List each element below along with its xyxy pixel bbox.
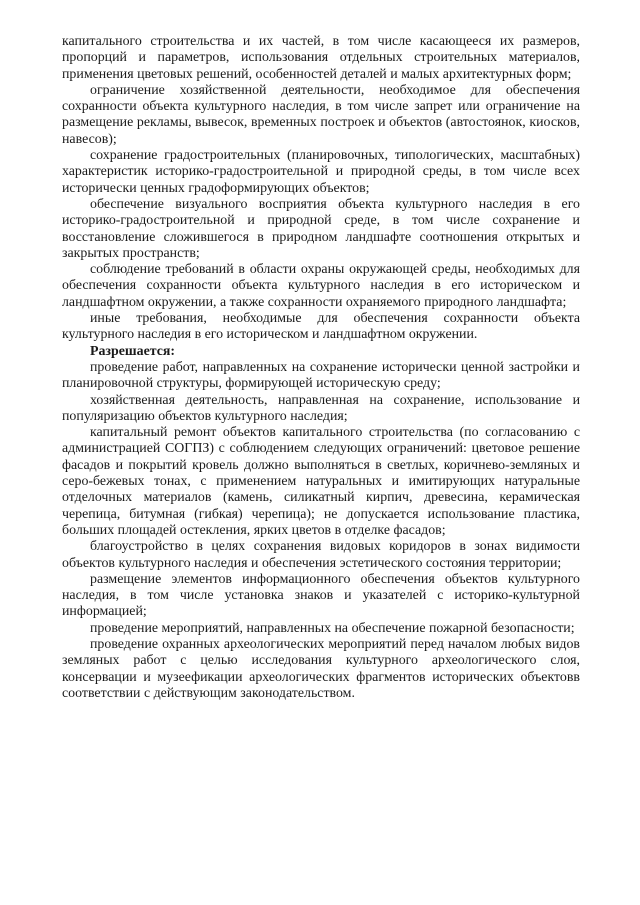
paragraph-item: иные требования, необходимые для обеспечения сохранности объекта культурного наследия в его историческом и ландшафтном окружении. [62,311,580,343]
paragraph-item: обеспечение визуального восприятия объекта культурного наследия в его историко-градостроительной и природной среде, в том числе сохранение и восстановление сложившегося в природном ландшафте соотношения открытых и закрытых пространств; [62,196,580,261]
paragraph-item: размещение элементов информационного обеспечения объектов культурного наследия, в том числе установка знаков и указателей с историко-культурной информацией; [62,571,580,620]
paragraph-item: сохранение градостроительных (планировочных, типологических, масштабных) характеристик историко-градостроительной и природной среды, в том числе всех исторически ценных градоформирующих объектов; [62,148,580,196]
paragraph-item: капитальный ремонт объектов капитального строительства (по согласованию с администрацией СОГПЗ) с соблюдением следующих ограничений: цветовое решение фасадов и покрытий кровель должно выполняться в светлых, коричнево-земляных и серо-бежевых тонах, с применением натуральных и имитирующих натуральные отделочных материалов (камень, силикатный кирпич, древесина, керамическая черепица, битумная (гибкая) черепица); не допускается использование пластика, больших площадей остекления, ярких цветов в отделке фасадов; [62,425,580,538]
paragraph-item: благоустройство в целях сохранения видовых коридоров в зонах видимости объектов культурного наследия и обеспечения эстетического состояния территории; [62,539,580,571]
paragraph-item: проведение охранных археологических мероприятий перед началом любых видов земляных работ с целью исследования культурного археологического слоя, консервации и музеефикации археологических фрагментов исторических объектовв соответствии с действующим законодательством. [62,636,580,701]
paragraph-item: ограничение хозяйственной деятельности, необходимое для обеспечения сохранности объекта культурного наследия, в том числе запрет или ограничение на размещение рекламы, вывесок, временных построек и объектов (автостоянок, киосков, навесов); [62,82,580,147]
paragraph-item: проведение мероприятий, направленных на обеспечение пожарной безопасности; [90,620,575,636]
paragraph-item: соблюдение требований в области охраны окружающей среды, необходимых для обеспечения сохранности объекта культурного наследия в его историческом и ландшафтном окружении, а также сохранности охраняемого природного ландшафта; [62,262,580,310]
paragraph-continuation: капитального строительства и их частей, в том числе касающееся их размеров, пропорций и параметров, использования отдельных строительных материалов, применения цветовых решений, особенностей деталей и малых архитектурных форм; [62,34,580,82]
paragraph-item: хозяйственная деятельность, направленная на сохранение, использование и популяризацию объектов культурного наследия; [62,392,580,424]
paragraph-item: проведение работ, направленных на сохранение исторически ценной застройки и планировочной структуры, формирующей историческую среду; [62,359,580,392]
section-heading-allowed: Разрешается: [90,343,176,359]
document-body [62,34,580,702]
